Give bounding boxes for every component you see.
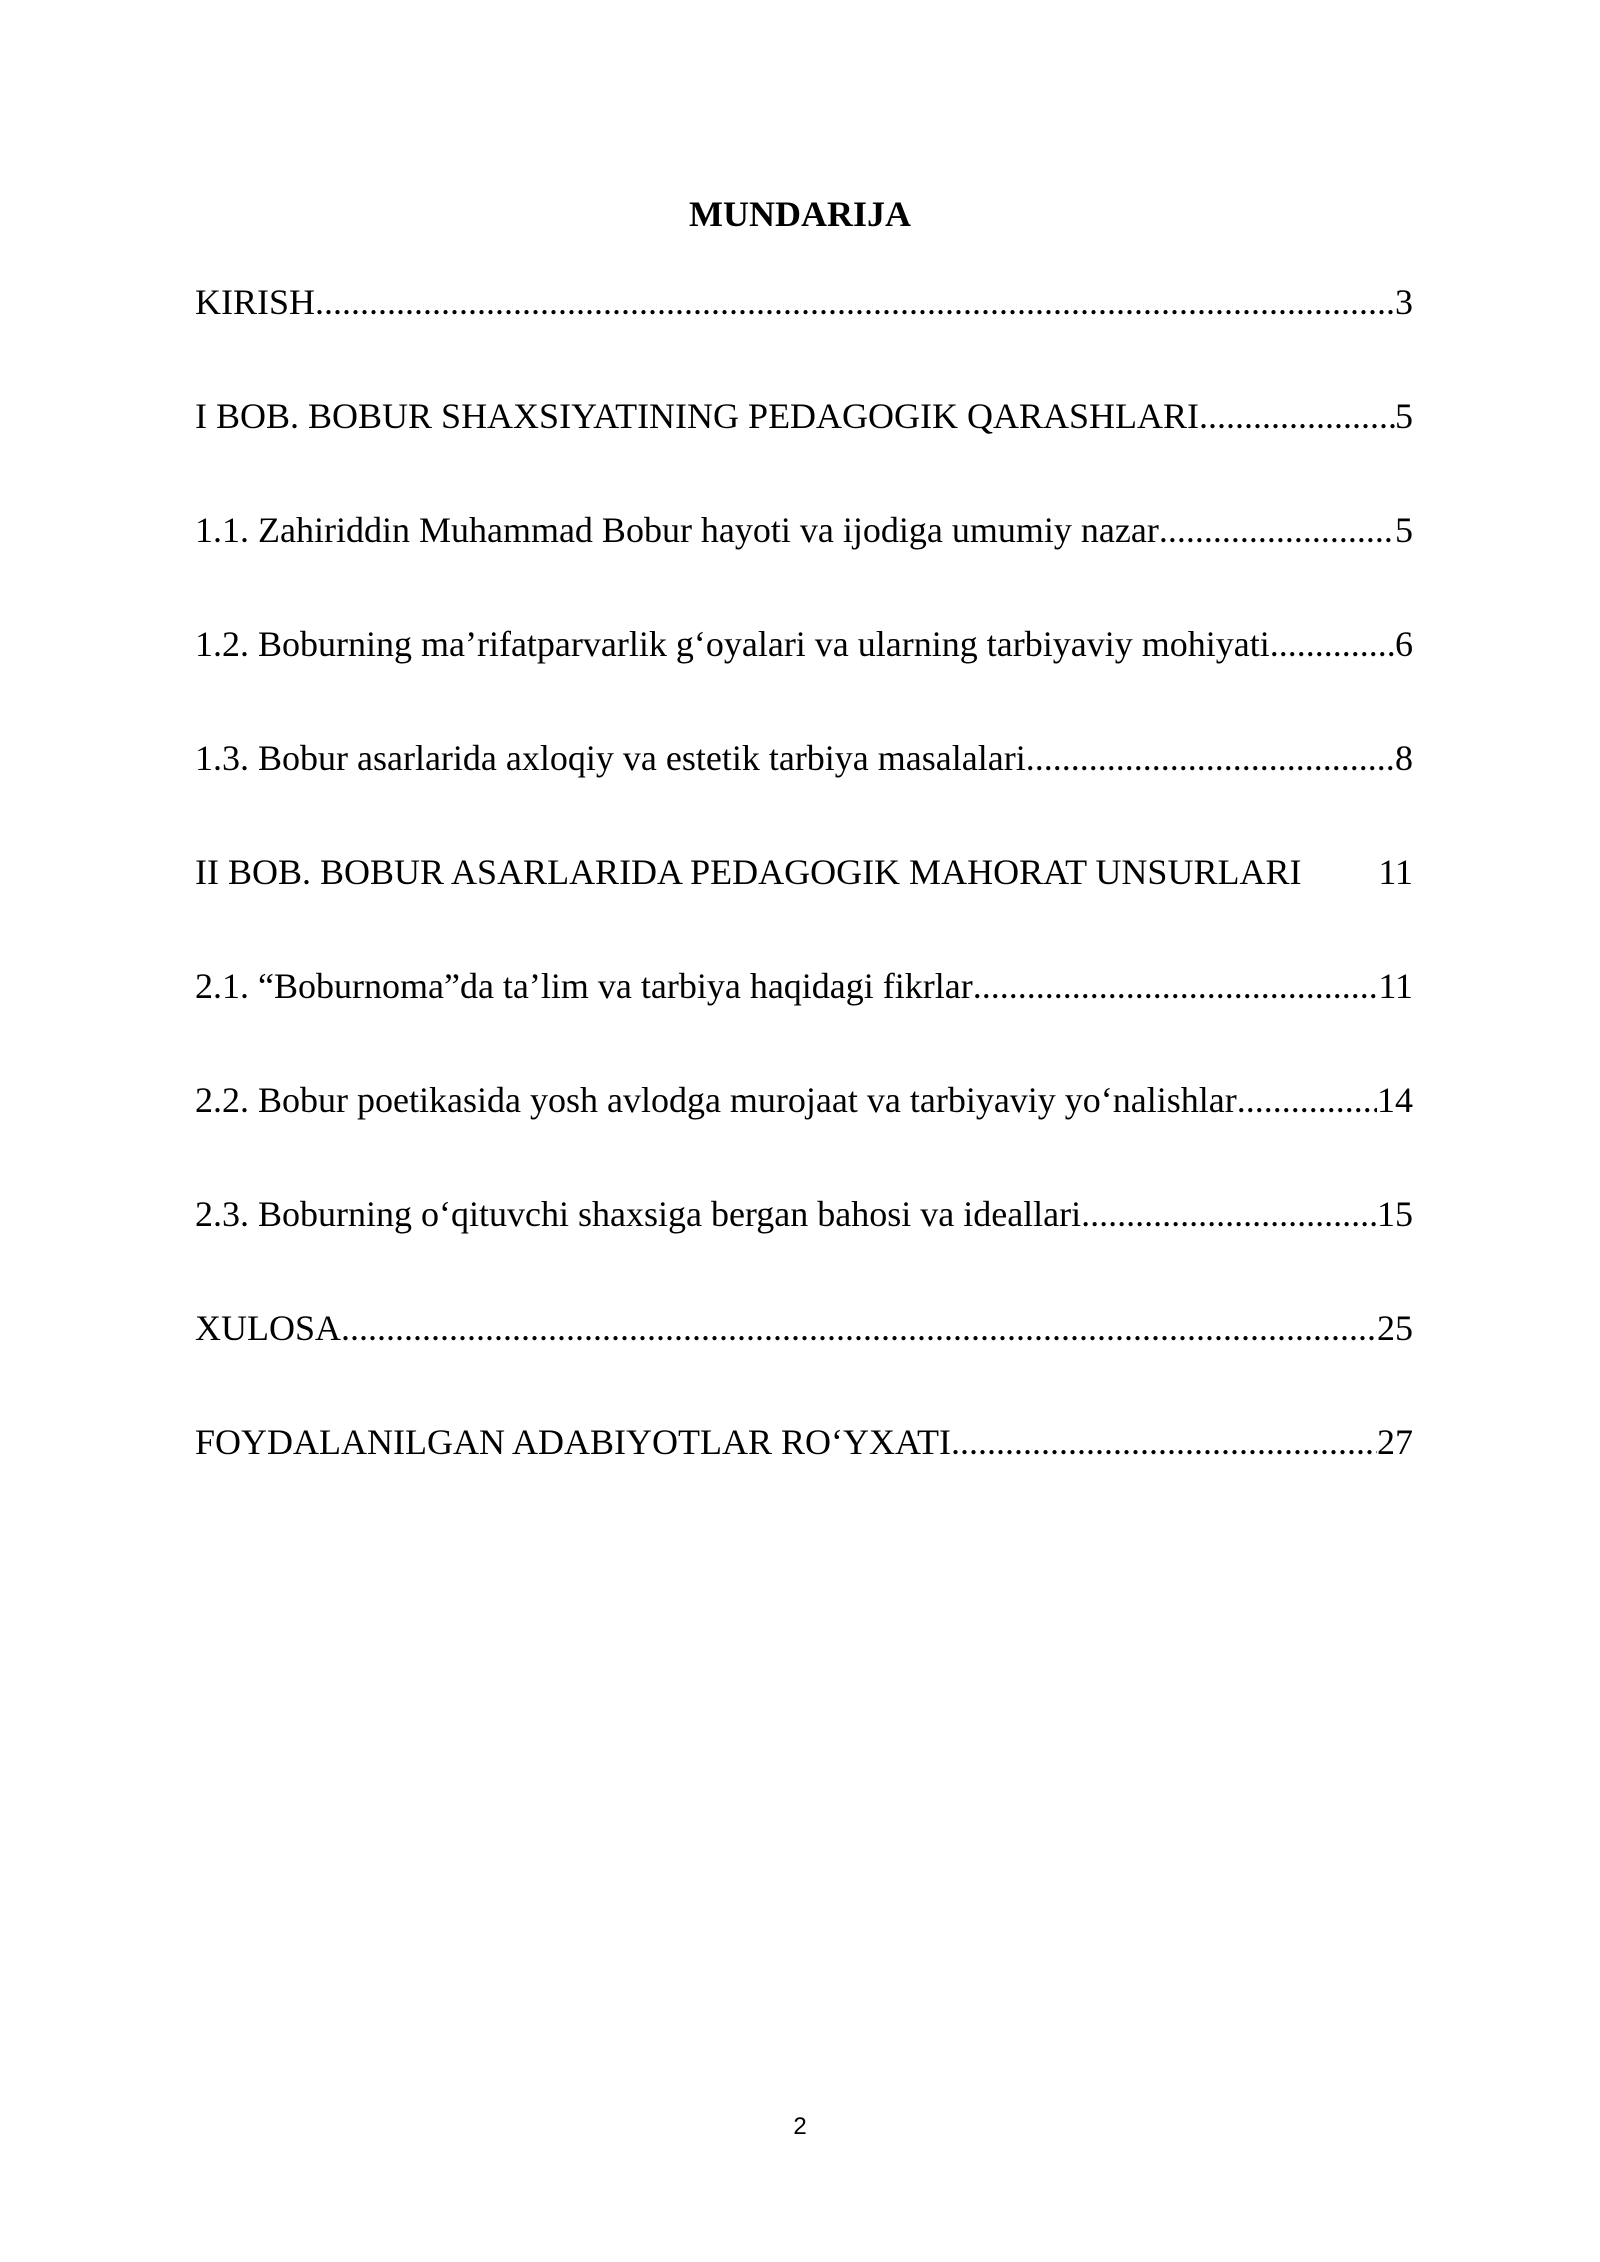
toc-entry-label: II BOB. BOBUR ASARLARIDA PEDAGOGIK MAHORAT UNSURLARI: [195, 852, 1302, 892]
toc-entry-label: 1.3. Bobur asarlarida axloqiy va estetik tarbiya masalalari: [195, 738, 1026, 778]
toc-entry-label: 2.2. Bobur poetikasida yosh avlodga murojaat va tarbiyaviy yo‘nalishlar: [195, 1080, 1237, 1120]
toc-dot-leader: [315, 280, 1395, 324]
toc-entry-page: 8: [1395, 738, 1413, 778]
toc-dot-leader: [1270, 622, 1395, 666]
toc-entry[interactable]: [195, 280, 1413, 394]
toc-entry-label: 1.1. Zahiriddin Muhammad Bobur hayoti va ijodiga umumiy nazar: [195, 510, 1159, 550]
toc-entry[interactable]: [195, 736, 1413, 850]
toc-entry[interactable]: [195, 622, 1413, 736]
toc-entry-label: 2.3. Boburning o‘qituvchi shaxsiga bergan bahosi va ideallari: [195, 1194, 1082, 1234]
toc-dot-leader: [1026, 736, 1395, 780]
toc-dot-leader: [1237, 1078, 1377, 1122]
toc-title: MUNDARIJA: [689, 194, 911, 234]
toc-entry-page: 5: [1395, 396, 1413, 436]
toc-entry[interactable]: [195, 1192, 1413, 1306]
toc-entry-page: 14: [1377, 1080, 1413, 1120]
toc-entry-label: KIRISH: [195, 282, 316, 322]
toc-entry[interactable]: [195, 508, 1413, 622]
toc-entry-label: I BOB. BOBUR SHAXSIYATINING PEDAGOGIK QARASHLARI: [195, 396, 1200, 436]
toc-dot-leader: [1081, 1192, 1377, 1236]
toc-entry[interactable]: [195, 964, 1413, 1078]
toc-entry-label: XULOSA: [195, 1308, 342, 1348]
toc-entry-label: FOYDALANILGAN ADABIYOTLAR RO‘YXATI: [195, 1422, 951, 1462]
toc-entry-page: 11: [1378, 852, 1413, 892]
toc-entry-label: 1.2. Boburning ma’rifatparvarlik g‘oyalari va ularning tarbiyaviy mohiyati: [195, 624, 1270, 664]
toc-dot-leader: [973, 964, 1379, 1008]
toc-entry-page: 3: [1395, 282, 1413, 322]
toc-entry[interactable]: [195, 1078, 1413, 1192]
toc-dot-leader: [1199, 394, 1395, 438]
toc-entry-page: 15: [1377, 1194, 1413, 1234]
toc-dot-leader: [1159, 508, 1395, 552]
toc-entry-page: 6: [1395, 624, 1413, 664]
toc-entry-label: 2.1. “Boburnoma”da ta’lim va tarbiya haqidagi fikrlar: [195, 966, 973, 1006]
toc-dot-leader: [951, 1420, 1377, 1464]
toc-entry-page: 27: [1377, 1422, 1413, 1462]
toc-dot-leader: [341, 1306, 1377, 1350]
page-number: 2: [793, 2113, 807, 2140]
toc-entry[interactable]: [195, 1420, 1413, 1534]
table-of-contents: [195, 280, 1413, 1534]
toc-entry-page: 11: [1378, 966, 1413, 1006]
toc-entry-page: 5: [1395, 510, 1413, 550]
toc-entry[interactable]: [195, 394, 1413, 508]
toc-entry[interactable]: [195, 1306, 1413, 1420]
toc-entry[interactable]: [195, 850, 1413, 964]
toc-entry-page: 25: [1377, 1308, 1413, 1348]
